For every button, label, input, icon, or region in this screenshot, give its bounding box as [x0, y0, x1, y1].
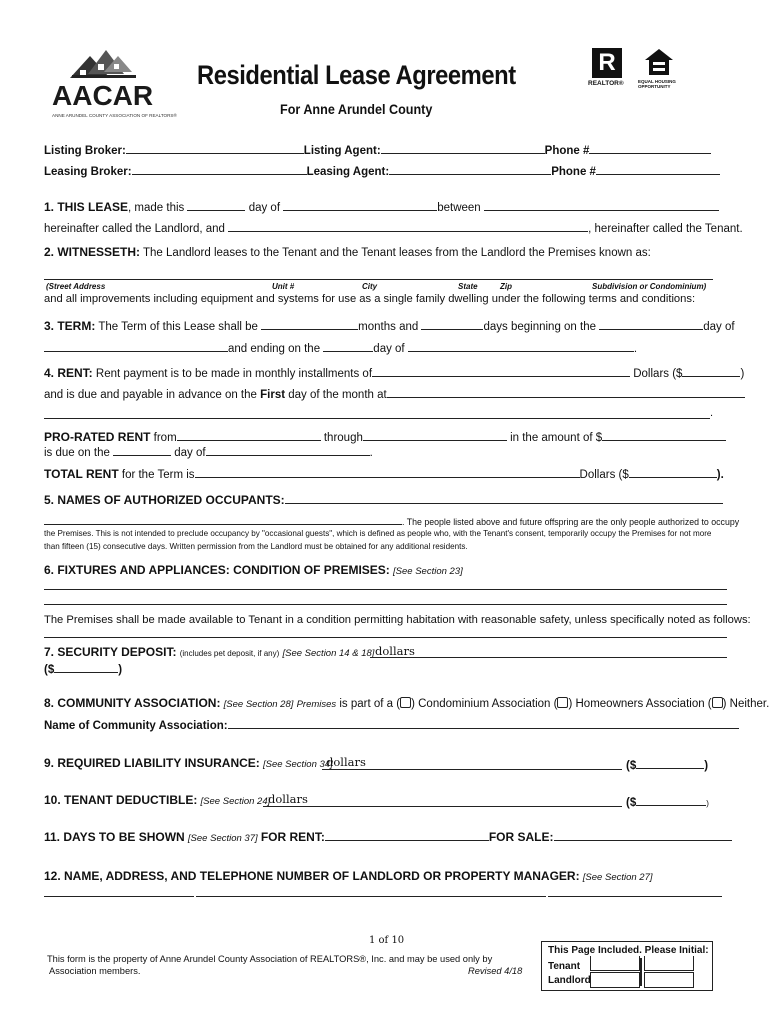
security-deposit-close: ): [118, 664, 123, 676]
section-9-row: [44, 756, 333, 770]
for-rent-label: FOR RENT:: [260, 830, 325, 844]
section-7-heading: 7. SECURITY DEPOSIT:: [44, 645, 177, 659]
between-label: between: [437, 202, 481, 214]
section-2-heading: 2. WITNESSETH:: [44, 245, 141, 259]
security-deposit-amount-field[interactable]: [54, 661, 118, 673]
section-11-row: [44, 829, 732, 844]
tenant-name-field[interactable]: [228, 220, 588, 232]
section-4-row-2: [44, 386, 745, 401]
hoa-checkbox[interactable]: [557, 697, 568, 708]
security-deposit-paren: ($: [44, 664, 55, 676]
occupants-text-3: than fifteen (15) consecutive days. Written permission from the Landlord must be obtained for any additional residents.: [44, 542, 468, 551]
prorated-due-month-field[interactable]: [206, 444, 370, 456]
term-months-field[interactable]: [261, 318, 358, 330]
deductible-amount-group: [626, 794, 709, 809]
realtor-r-icon: R: [592, 48, 622, 78]
and-ending-label: and ending on the: [228, 343, 321, 355]
realtor-label: REALTOR®: [588, 80, 624, 87]
logo-subtext: ANNE ARUNDEL COUNTY ASSOCIATION OF REALTORS®: [52, 113, 177, 118]
section-1-heading: 1. THIS LEASE: [44, 200, 129, 214]
made-this-label: , made this: [128, 202, 185, 214]
months-and-label: months and: [358, 321, 419, 333]
leasing-broker-field[interactable]: [132, 163, 307, 175]
prorated-from-field[interactable]: [177, 429, 321, 441]
section-8-heading: 8. COMMUNITY ASSOCIATION:: [44, 696, 221, 710]
leasing-broker-label: Leasing Broker:: [44, 166, 132, 178]
rent-dollars-label: Dollars ($: [633, 368, 683, 380]
section-4-heading: 4. RENT:: [44, 366, 93, 380]
initial-box: [541, 941, 713, 991]
landlord-initial-field-2[interactable]: [644, 972, 694, 988]
term-days-field[interactable]: [421, 318, 483, 330]
neither-checkbox[interactable]: [712, 697, 723, 708]
section-11-ref: [See Section 37]: [187, 833, 258, 844]
liability-close: ): [704, 760, 709, 772]
prorated-amount-field[interactable]: [602, 429, 726, 441]
term-text: The Term of this Lease shall be: [98, 321, 258, 333]
section-9-ref: [See Section 34]: [263, 759, 333, 770]
prorated-row: [44, 429, 726, 444]
total-rent-text: for the Term is: [121, 469, 195, 481]
section-1-row: [44, 199, 719, 214]
initial-separator: [640, 958, 642, 986]
prorated-day-of-label: day of: [174, 447, 206, 459]
section-11-heading: 11. DAYS TO BE SHOWN: [44, 830, 185, 844]
label-state: State: [458, 282, 478, 291]
listing-agent-label: Listing Agent:: [303, 145, 381, 157]
term-begin-month-field[interactable]: [44, 340, 228, 352]
hoa-label: ) Homeowners Association (: [568, 698, 712, 710]
landlord-name-field[interactable]: [484, 199, 719, 211]
section-6-row: [44, 563, 463, 577]
rent-payment-location-field[interactable]: [387, 386, 745, 398]
total-rent-words-field[interactable]: [195, 466, 580, 478]
section-4-row: [44, 365, 744, 380]
liability-amount-group: [626, 757, 708, 772]
rent-day-of-month-text: day of the month at: [288, 389, 387, 401]
tenant-initial-label: Tenant: [548, 961, 581, 972]
aacar-logo: [52, 42, 177, 118]
for-sale-field[interactable]: [554, 829, 732, 841]
total-rent-close: ).: [716, 469, 724, 481]
section-12-heading: 12. NAME, ADDRESS, AND TELEPHONE NUMBER OF LANDLORD OR PROPERTY MANAGER:: [44, 869, 580, 883]
listing-broker-row: [44, 142, 711, 157]
section-6-heading: 6. FIXTURES AND APPLIANCES: CONDITION OF PREMISES:: [44, 563, 390, 577]
rent-period: .: [710, 407, 714, 419]
listing-broker-field[interactable]: [126, 142, 304, 154]
prorated-period: .: [369, 447, 373, 459]
prorated-through-field[interactable]: [363, 429, 507, 441]
leasing-phone-label: Phone #: [551, 166, 596, 178]
total-rent-dollars-label: Dollars ($: [579, 469, 629, 481]
section-9-heading: 9. REQUIRED LIABILITY INSURANCE:: [44, 756, 260, 770]
deductible-words-field[interactable]: [263, 806, 622, 807]
section-5-row: [44, 492, 723, 507]
prorated-heading: PRO-RATED RENT: [44, 430, 151, 444]
rent-close-paren: ): [740, 368, 745, 380]
label-unit: Unit #: [272, 282, 295, 291]
document-subtitle: For Anne Arundel County: [280, 101, 433, 117]
section-8-part-of: is part of a (: [339, 698, 401, 710]
rent-payment-location-line-2[interactable]: [44, 418, 710, 419]
deductible-close: ): [706, 799, 709, 808]
rent-amount-field[interactable]: [682, 365, 740, 377]
community-association-name-field[interactable]: [228, 717, 739, 729]
leasing-agent-field[interactable]: [389, 163, 551, 175]
occupants-text-1: . The people listed above and future offspring are the only people authorized to occupy: [402, 517, 740, 527]
label-city: City: [362, 282, 378, 291]
prorated-through-label: through: [323, 432, 363, 444]
day-of-label: day of: [248, 202, 281, 214]
liability-amount-field[interactable]: [636, 757, 704, 769]
condition-field-2[interactable]: [44, 604, 727, 605]
landlord-contact-field-address[interactable]: [196, 896, 546, 897]
section-5-row-2: [44, 515, 739, 527]
section-7-ref: [See Section 14 & 18]: [282, 648, 375, 659]
hereinafter-tenant-text: , hereinafter called the Tenant.: [588, 223, 743, 235]
section-7-note: (includes pet deposit, if any): [179, 649, 280, 658]
condition-notes-field[interactable]: [44, 637, 727, 638]
security-deposit-dollars-text: dollars: [375, 644, 415, 658]
lease-month-field[interactable]: [283, 199, 437, 211]
leasing-phone-field[interactable]: [596, 163, 720, 175]
document-title: Residential Lease Agreement: [197, 60, 516, 90]
page-number: 1 of 10: [369, 935, 405, 946]
section-10-row: [44, 793, 270, 807]
section-6-ref: [See Section 23]: [393, 566, 463, 577]
landlord-contact-field-phone[interactable]: [548, 896, 722, 897]
prorated-due-day-field[interactable]: [113, 444, 171, 456]
days-beginning-label: days beginning on the: [483, 321, 597, 333]
equal-housing-logo: [638, 48, 682, 92]
prorated-row-2: [44, 444, 373, 459]
rent-due-text: and is due and payable in advance on the: [44, 389, 257, 401]
equal-housing-label: EQUAL HOUSING OPPORTUNITY: [638, 79, 676, 89]
occupants-field-1[interactable]: [285, 492, 723, 504]
section-7-row-2: [44, 661, 122, 676]
section-8-ref: [See Section 28]: [223, 699, 294, 710]
houses-icon: [52, 42, 162, 82]
label-zip: Zip: [500, 282, 512, 291]
rent-text: Rent payment is to be made in monthly installments of: [95, 368, 373, 380]
section-12-row: [44, 869, 653, 883]
rent-amount-words-field[interactable]: [372, 365, 630, 377]
section-10-ref: [See Section 24]: [200, 796, 271, 807]
prorated-from-label: from: [153, 432, 177, 444]
rent-first-label: First: [260, 389, 286, 401]
listing-phone-field[interactable]: [589, 142, 711, 154]
listing-broker-label: Listing Broker:: [44, 145, 126, 157]
section-3-row: [44, 318, 735, 333]
equal-housing-icon: [644, 48, 674, 76]
witnesseth-text: The Landlord leases to the Tenant and the Tenant leases from the Landlord the Premises known as:: [143, 247, 651, 259]
realtor-logo: [588, 48, 628, 92]
section-7-row: [44, 645, 374, 659]
total-rent-heading: TOTAL RENT: [44, 467, 119, 481]
liability-dollars-text: dollars: [326, 755, 366, 769]
footer-property-text: This form is the property of Anne Arundel County Association of REALTORS®, Inc. and may be used only by: [47, 954, 493, 964]
section-2-row: [44, 245, 651, 259]
condo-checkbox[interactable]: [400, 697, 411, 708]
term-day-of-label: day of: [703, 321, 735, 333]
section-8-row: [44, 696, 769, 710]
label-subdivision: Subdivision or Condominium): [592, 282, 707, 291]
label-street: (Street Address: [46, 282, 106, 291]
logo-text: AACAR: [52, 80, 154, 111]
section-8-row-2: [44, 717, 739, 732]
leasing-broker-row: [44, 163, 720, 178]
section-10-heading: 10. TENANT DEDUCTIBLE:: [44, 793, 198, 807]
condo-label: ) Condominium Association (: [411, 698, 558, 710]
tenant-initial-field-1[interactable]: [590, 956, 640, 971]
term-begin-day-field[interactable]: [599, 318, 703, 330]
listing-phone-label: Phone #: [544, 145, 590, 157]
tenant-initial-field-2[interactable]: [644, 956, 694, 971]
liability-words-field[interactable]: [322, 769, 622, 770]
total-rent-row: [44, 466, 724, 481]
landlord-initial-field-1[interactable]: [590, 972, 640, 988]
prorated-due-label: is due on the: [44, 447, 110, 459]
security-deposit-words-field[interactable]: [370, 657, 727, 658]
listing-agent-field[interactable]: [381, 142, 545, 154]
occupants-field-2[interactable]: [44, 515, 402, 525]
deductible-dollars-text: dollars: [268, 792, 308, 806]
section-5-heading: 5. NAMES OF AUTHORIZED OCCUPANTS:: [44, 493, 285, 507]
section-1-row-2: [44, 220, 743, 235]
initial-box-title: This Page Included. Please Initial:: [548, 945, 709, 956]
section-3-heading: 3. TERM:: [44, 319, 96, 333]
section-3-row-2: [44, 340, 637, 355]
condition-field-1[interactable]: [44, 589, 727, 590]
deductible-amount-field[interactable]: [636, 794, 706, 806]
section-8-premises: Premises: [296, 699, 337, 710]
total-rent-amount-field[interactable]: [629, 466, 717, 478]
term-end-day-field[interactable]: [323, 340, 373, 352]
deductible-paren: ($: [626, 797, 637, 809]
premises-address-field[interactable]: [44, 279, 713, 280]
lease-day-field[interactable]: [187, 199, 245, 211]
hereinafter-landlord-text: hereinafter called the Landlord, and: [44, 223, 225, 235]
term-end-month-field[interactable]: [408, 340, 634, 352]
section-6-text: The Premises shall be made available to Tenant in a condition permitting habitation with reasonable safety, unless specifically noted as follows:: [44, 614, 751, 626]
for-sale-label: FOR SALE:: [488, 830, 554, 844]
landlord-initial-label: Landlord: [548, 975, 591, 986]
section-12-ref: [See Section 27]: [582, 872, 653, 883]
footer-revised: Revised 4/18: [468, 966, 523, 976]
liability-paren: ($: [626, 760, 637, 772]
neither-label: ) Neither.: [722, 698, 770, 710]
term-end-day-of-label: day of: [373, 343, 405, 355]
footer-members-text: Association members.: [49, 966, 141, 976]
term-period: .: [633, 343, 638, 355]
prorated-amount-label: in the amount of $: [510, 432, 603, 444]
improvements-text: and all improvements including equipment and systems for use as a single family dwelling under the following terms and conditions:: [44, 293, 696, 305]
landlord-contact-field-name[interactable]: [44, 896, 194, 897]
for-rent-field[interactable]: [325, 829, 489, 841]
leasing-agent-label: Leasing Agent:: [306, 166, 390, 178]
community-association-name-label: Name of Community Association:: [44, 720, 228, 732]
occupants-text-2: the Premises. This is not intended to preclude occupancy by "occasional guests", which is defined as people who, with the Tenant's consent, temporarily occupy the Premises for not more: [44, 529, 712, 538]
